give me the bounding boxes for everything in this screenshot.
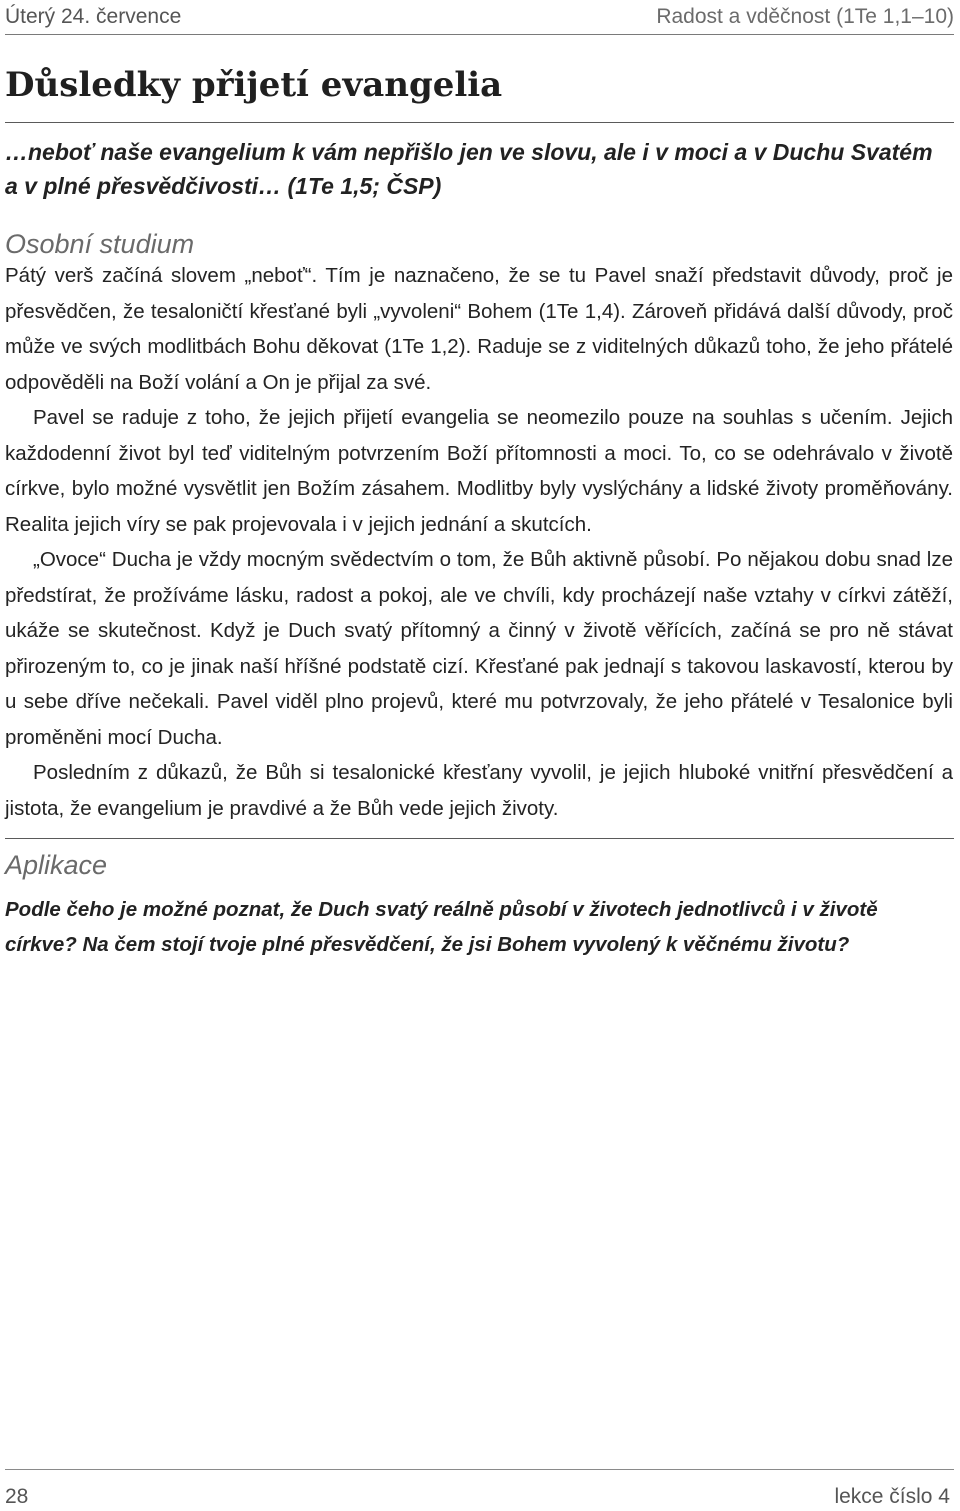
study-paragraph: Posledním z důkazů, že Bůh si tesalonické křesťany vyvolil, je jejich hluboké vnitřní přesvědčení a jistota, že evangelium je pravdivé a že Bůh vede jejich životy.	[5, 761, 953, 820]
application-question: Podle čeho je možné poznat, že Duch svatý reálně působí v životech jednotlivců i v životě církve? Na čem stojí tvoje plné přesvědčení, že jsi Bohem vyvolený k věčnému životu?	[5, 898, 878, 956]
application-heading: Aplikace	[5, 850, 108, 880]
study-paragraph: Pátý verš začíná slovem „neboť“. Tím je naznačeno, že se tu Pavel snaží představit důvody, proč je přesvědčen, že tesaloničtí křesťané byli „vyvoleni“ Bohem (1Te 1,4). Zároveň přidává další důvody, proč může ve svých modlitbách Bohu děkovat (1Te 1,2). Raduje se z viditelných důkazů toho, že jeho přátelé odpověděli na Boží volání a On je přijal za své.	[5, 264, 953, 394]
day-label: Úterý 24. července	[5, 5, 182, 28]
page-title: Důsledky přijetí evangelia	[5, 65, 503, 105]
series-title: Radost a vděčnost (1Te 1,1–10)	[656, 5, 954, 28]
footer-divider	[5, 1469, 954, 1470]
header-divider	[5, 34, 954, 35]
study-paragraph: Pavel se raduje z toho, že jejich přijetí evangelia se neomezilo pouze na souhlas s učením. Jejich každodenní život byl teď viditelným potvrzením Boží přítomnosti a moci. To, co se odehrávalo v životě církve, bylo možné vysvětlit jen Božím zásahem. Modlitby byly vyslýchány a lidské životy proměňovány. Realita jejich víry se pak projevovala i v jejich jednání a skutcích.	[5, 406, 953, 536]
page-header	[5, 4, 954, 30]
study-paragraph: „Ovoce“ Ducha je vždy mocným svědectvím o tom, že Bůh aktivně působí. Po nějakou dobu snad lze předstírat, že prožíváme lásku, radost a pokoj, ale ve chvíli, kdy procházejí naše vztahy v církvi zátěží, ukáže se skutečnost. Když je Duch svatý přítomný a činný v životě věřících, začíná se pro ně stávat přirozeným to, co je jinak naší hříšné podstatě cizí. Křesťané pak jednají s takovou laskavostí, kterou by u sebe dříve nečekali. Pavel viděl plno projevů, které mu potvrzovaly, že jeho přátelé v Tesalonice byli proměněni mocí Ducha.	[5, 548, 953, 749]
personal-study-body	[5, 258, 953, 826]
page-footer	[5, 1484, 950, 1510]
title-divider	[5, 122, 954, 123]
lesson-label: lekce číslo 4	[834, 1485, 950, 1508]
page-number: 28	[5, 1485, 29, 1508]
key-verse: …neboť naše evangelium k vám nepřišlo jen ve slovu, ale i v moci a v Duchu Svatém a v plné přesvědčivosti… (1Te 1,5; ČSP)	[5, 139, 933, 199]
section-divider	[5, 838, 954, 839]
personal-study-heading: Osobní studium	[5, 229, 195, 259]
